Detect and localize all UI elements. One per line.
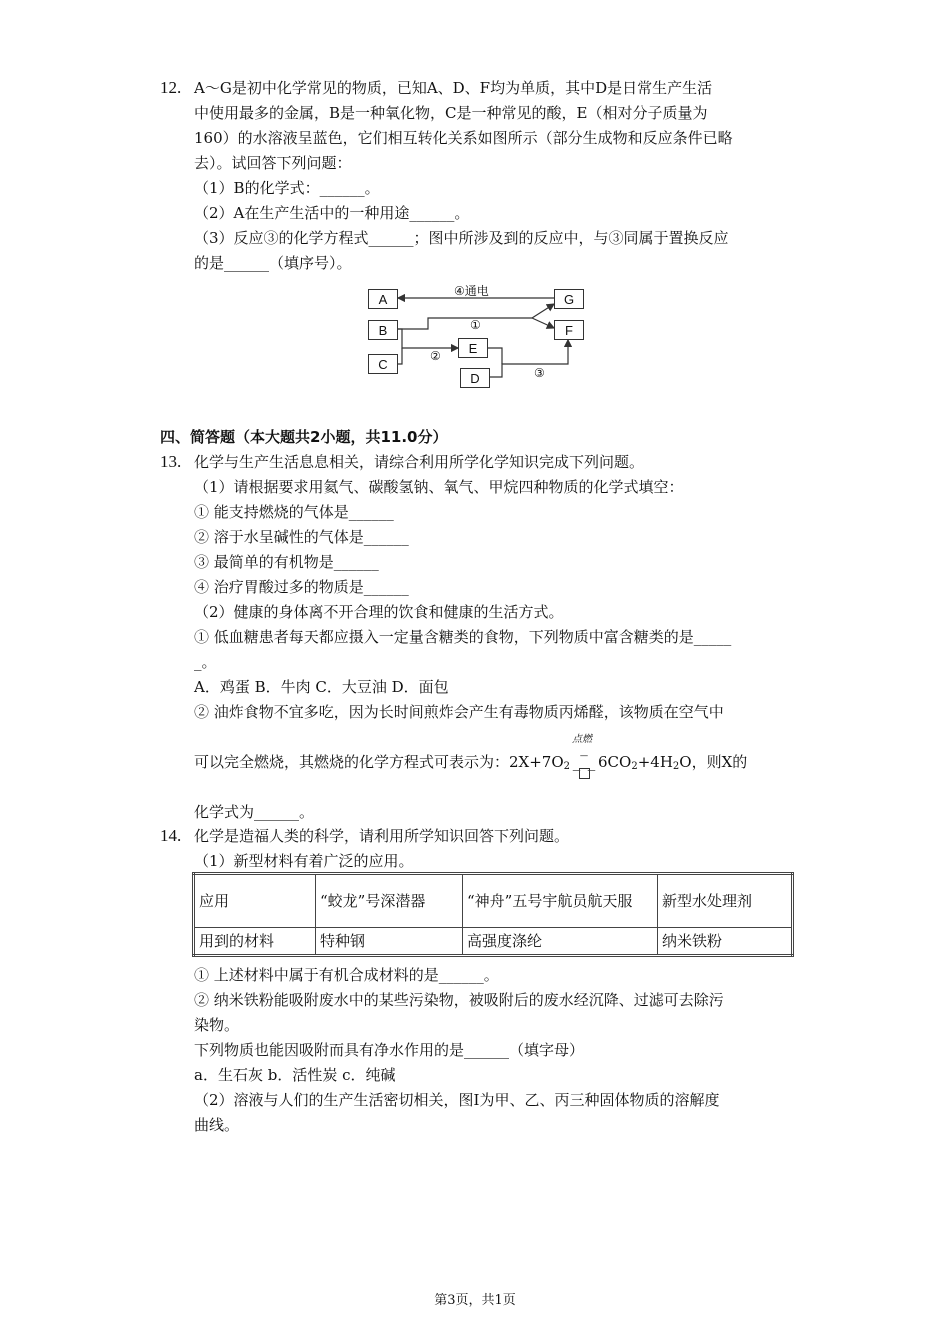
table-cell: 新型水处理剂 bbox=[658, 874, 793, 928]
equals-mark: _‾_ bbox=[572, 753, 596, 771]
q12-number: 12. bbox=[160, 78, 182, 97]
materials-table bbox=[192, 872, 794, 957]
table-cell: 用到的材料 bbox=[194, 928, 316, 956]
q12-line-2: 中使用最多的金属，B是一种氧化物，C是一种常见的酸，E（相对分子质量为 bbox=[194, 104, 708, 122]
arrow-b-to-g bbox=[532, 304, 554, 318]
box-c: C bbox=[368, 354, 398, 374]
q12-sub3-cont: 的是______（填序号）。 bbox=[194, 254, 352, 272]
box-g: G bbox=[554, 289, 584, 309]
page-footer: 第3页，共1页 bbox=[434, 1293, 516, 1308]
q12-line-3: 160）的水溶液呈蓝色，它们相互转化关系如图所示（部分生成物和反应条件已略 bbox=[194, 129, 733, 147]
q14-after-1: ① 上述材料中属于有机合成材料的是______。 bbox=[194, 966, 499, 984]
q14-after-2: ② 纳米铁粉能吸附废水中的某些污染物，被吸附后的废水经沉降、过滤可去除污 bbox=[194, 991, 724, 1009]
q13-item-3: ③ 最简单的有机物是______ bbox=[194, 553, 379, 571]
q13-part2-q1: ① 低血糖患者每天都应摄入一定量含糖类的食物，下列物质中富含糖类的是_____ bbox=[194, 628, 732, 646]
q13-last-line: 化学式为______。 bbox=[194, 803, 315, 821]
q14-line-1: 化学是造福人类的科学，请利用所学知识回答下列问题。 bbox=[194, 827, 570, 845]
box-e: E bbox=[458, 338, 488, 358]
q12-sub1: （1）B的化学式：______。 bbox=[194, 179, 380, 197]
arrow-b-to-e bbox=[398, 329, 424, 348]
label-reaction-1: ① bbox=[470, 318, 481, 332]
label-reaction-4: ④通电 bbox=[454, 284, 489, 298]
q12-sub2: （2）A在生产生活中的一种用途______。 bbox=[194, 204, 470, 222]
q13-options: A．鸡蛋 B．牛肉 C．大豆油 D．面包 bbox=[194, 678, 449, 696]
table-cell: “神舟”五号宇航员航天服 bbox=[463, 874, 658, 928]
q12-line-1: A～G是初中化学常见的物质，已知A、D、F均为单质，其中D是日常生产生活 bbox=[194, 79, 713, 97]
q12-sub3: （3）反应③的化学方程式______；图中所涉及到的反应中，与③同属于置换反应 bbox=[194, 229, 729, 247]
q14-part1: （1）新型材料有着广泛的应用。 bbox=[194, 852, 414, 870]
condition-label: 点燃 bbox=[572, 734, 593, 745]
q14-part2-cont: 曲线。 bbox=[194, 1116, 240, 1134]
reaction-diagram bbox=[362, 280, 598, 390]
q14-part2: （2）溶液与人们的生产生活密切相关，图I为甲、乙、丙三种固体物质的溶解度 bbox=[194, 1091, 720, 1109]
q13-line-1: 化学与生产生活息息相关，请综合利用所学化学知识完成下列问题。 bbox=[194, 453, 645, 471]
reaction-condition bbox=[570, 734, 598, 772]
q13-item-2: ② 溶于水呈碱性的气体是______ bbox=[194, 528, 409, 546]
arrow-b-branch bbox=[398, 318, 532, 329]
q13-item-4: ④ 治疗胃酸过多的物质是______ bbox=[194, 578, 409, 596]
q13-item-1: ① 能支持燃烧的气体是______ bbox=[194, 503, 394, 521]
label-reaction-3: ③ bbox=[534, 366, 545, 380]
table-cell: “蛟龙”号深潜器 bbox=[316, 874, 463, 928]
q13-part2: （2）健康的身体离不开合理的饮食和健康的生活方式。 bbox=[194, 603, 564, 621]
arrow-c-to-e bbox=[398, 348, 402, 364]
label-reaction-2: ② bbox=[430, 349, 441, 363]
table-cell: 纳米铁粉 bbox=[658, 928, 793, 956]
q13-part2-q1-cont: _。 bbox=[194, 653, 217, 671]
box-a: A bbox=[368, 289, 398, 309]
q12-line-4: 去）。试回答下列问题： bbox=[194, 154, 352, 172]
box-b: B bbox=[368, 320, 398, 340]
q13-equation: 可以完全燃烧，其燃烧的化学方程式可表示为：$2X+7O_2$ 点燃 _‾_ $6CO_2+4H_2O$，则X的 bbox=[194, 752, 747, 777]
table-cell: 高强度涤纶 bbox=[463, 928, 658, 956]
q14-after-5: a．生石灰 b．活性炭 c．纯碱 bbox=[194, 1066, 396, 1084]
q13-part1: （1）请根据要求用氦气、碳酸氢钠、氧气、甲烷四种物质的化学式填空： bbox=[194, 478, 684, 496]
condition-box-icon bbox=[579, 768, 590, 779]
q14-after-4: 下列物质也能因吸附而具有净水作用的是______（填字母） bbox=[194, 1041, 585, 1059]
arrow-e-branch bbox=[486, 348, 502, 364]
arrow-d-to-f bbox=[488, 340, 568, 377]
q13-part2-q2: ② 油炸食物不宜多吃，因为长时间煎炸会产生有毒物质丙烯醛，该物质在空气中 bbox=[194, 703, 724, 721]
table-row bbox=[194, 928, 793, 956]
box-f: F bbox=[554, 320, 584, 340]
section-heading: 四、简答题（本大题共2小题，共11.0分） bbox=[160, 428, 448, 446]
arrow-b-to-f bbox=[532, 318, 554, 328]
q14-number: 14. bbox=[160, 826, 182, 845]
q13-number: 13. bbox=[160, 452, 182, 471]
table-cell: 特种钢 bbox=[316, 928, 463, 956]
table-cell: 应用 bbox=[194, 874, 316, 928]
q14-after-3: 染物。 bbox=[194, 1016, 240, 1034]
box-d: D bbox=[460, 368, 490, 388]
table-row bbox=[194, 874, 793, 928]
